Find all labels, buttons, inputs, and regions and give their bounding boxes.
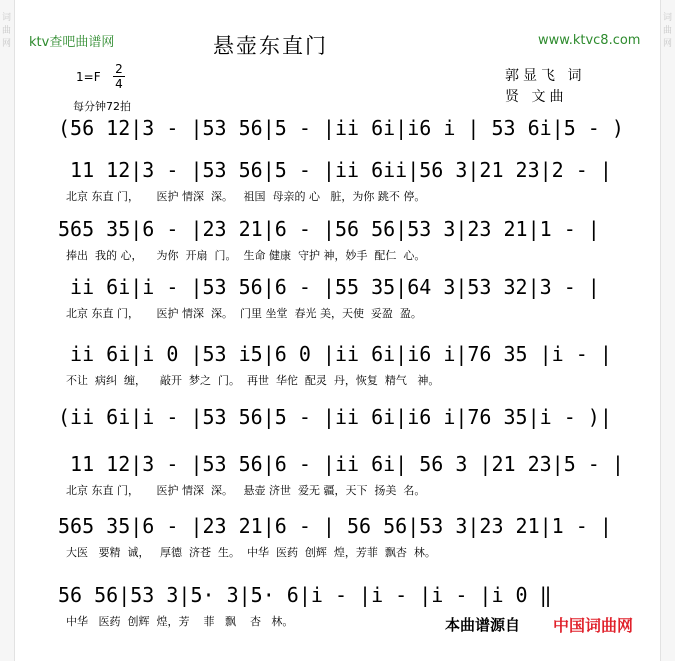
time-signature [113, 62, 125, 91]
notation-line: 11 12|3 - |53 56|5 - |ii 6ii|56 3|21 23|2 - | [58, 158, 612, 182]
site-link-left[interactable]: ktv查吧曲谱网 [29, 35, 115, 50]
tempo-marking: 每分钟72拍 [73, 100, 131, 113]
lyrics-line: 捧出 我的 心， 为你 开扇 门。 生命 健康 守护 神，妙手 配仁 心。 [66, 249, 426, 262]
time-bottom: 4 [113, 76, 125, 91]
lyrics-line: 不让 病纠 缠， 敲开 梦之 门。 再世 华佗 配灵 丹，恢复 精气 神。 [66, 374, 440, 387]
key-signature: 1=F [76, 70, 101, 84]
notation-line: 11 12|3 - |53 56|6 - |ii 6i| 56 3 |21 23|5 - | [58, 452, 624, 476]
side-watermark: 词曲网 [663, 13, 673, 49]
source-label: 本曲谱源自 [445, 616, 521, 634]
lyrics-line: 大医 要精 诚， 厚德 济苍 生。 中华 医药 创辉 煌，芳菲 飘杏 林。 [66, 546, 436, 559]
right-watermark-strip [660, 0, 675, 661]
side-watermark: 词曲网 [2, 13, 12, 49]
notation-line: (56 12|3 - |53 56|5 - |ii 6i|i6 i | 53 6i|5 - ) [58, 116, 624, 140]
lyrics-line: 中华 医药 创辉 煌，芳 菲 飘 杏 林。 [66, 615, 294, 628]
site-link-right[interactable]: www.ktvc8.com [538, 33, 641, 48]
left-watermark-strip [0, 0, 15, 661]
song-title: 悬壶东直门 [213, 34, 328, 58]
notation-line: 565 35|6 - |23 21|6 - |56 56|53 3|23 21|1 - | [58, 217, 600, 241]
notation-line: ii 6i|i - |53 56|6 - |55 35|64 3|53 32|3 - | [58, 275, 600, 299]
lyrics-line: 北京 东直 门， 医护 情深 深。 门里 坐堂 春光 美，天使 妥盈 盈。 [66, 307, 422, 320]
notation-line: 565 35|6 - |23 21|6 - | 56 56|53 3|23 21|1 - | [58, 514, 612, 538]
notation-line: ii 6i|i 0 |53 i5|6 0 |ii 6i|i6 i|76 35 |i - | [58, 342, 612, 366]
notation-line: (ii 6i|i - |53 56|5 - |ii 6i|i6 i|76 35|i - )| [58, 405, 612, 429]
brand-link[interactable]: 中国词曲网 [553, 616, 634, 635]
lyrics-line: 北京 东直 门， 医护 情深 深。 祖国 母亲的 心 脏，为你 跳不 停。 [66, 190, 426, 203]
notation-line: 56 56|53 3|5· 3|5· 6|i - |i - |i - |i 0 ‖ [58, 583, 552, 607]
lyrics-line: 北京 东直 门， 医护 情深 深。 悬壶 济世 爱无 疆，天下 扬美 名。 [66, 484, 426, 497]
time-top: 2 [115, 62, 123, 76]
composer-credit: 贤 文曲 [505, 89, 568, 105]
lyricist-credit: 郭显飞 词 [505, 68, 586, 84]
